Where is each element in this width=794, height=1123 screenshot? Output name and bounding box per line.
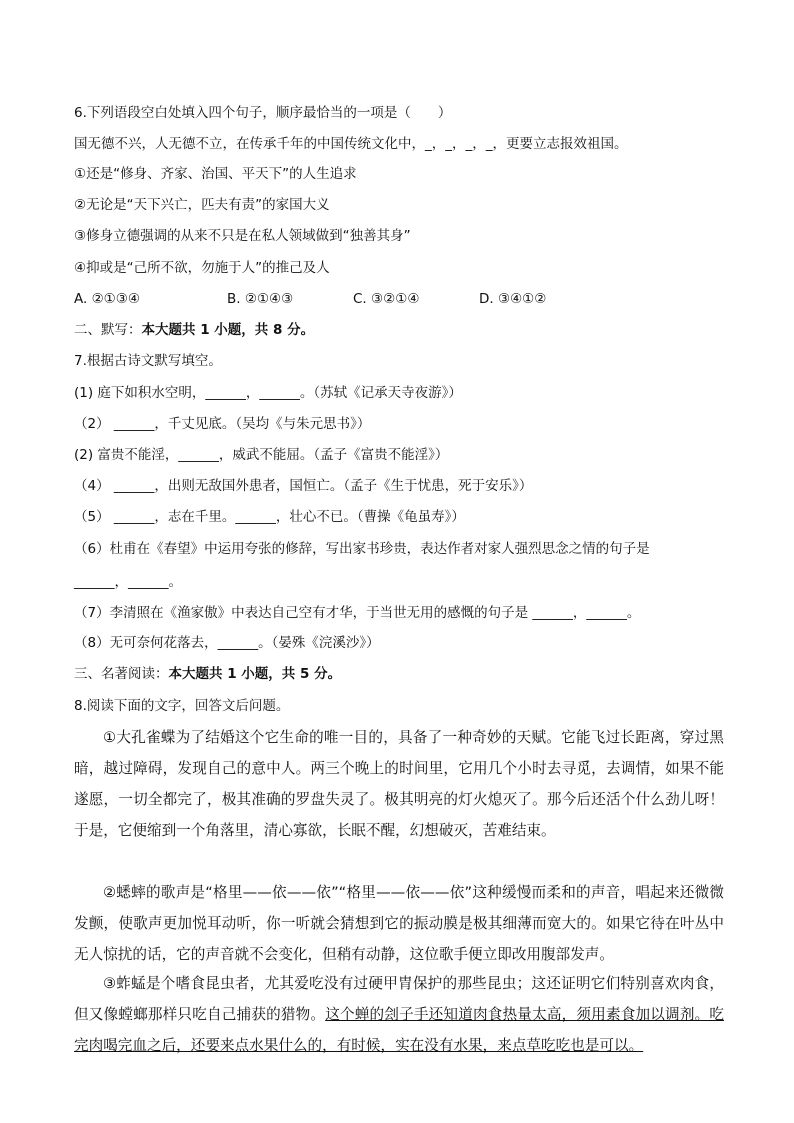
section-3-heading-rest: 本大题共 1 小题，共 5 分。	[168, 666, 342, 682]
fill-line-2: （2） ______，千丈见底。（吴均《与朱元思书》）	[74, 416, 371, 432]
option-b[interactable]: B. ②①④③	[227, 291, 294, 307]
fill-line-7: （7）李清照在《渔家傲》中表达自己空有才华，于当世无用的感慨的句子是 ______，______。	[74, 605, 641, 621]
sentence-4: ④抑或是“己所不欲，勿施于人”的推己及人	[74, 260, 330, 276]
section-2-heading	[74, 321, 734, 339]
question-6-stem: 6.下列语段空白处填入四个句子，顺序最恰当的一项是（ ）	[74, 105, 452, 121]
section-2-heading-rest: 本大题共 1 小题，共 8 分。	[141, 322, 315, 338]
option-a[interactable]: A. ②①③④	[74, 291, 140, 307]
section-3-heading-prefix: 三、名著阅读：	[74, 666, 169, 682]
sentence-3: ③修身立德强调的从来不只是在私人领域做到“独善其身”	[74, 228, 411, 244]
fill-line-6: （6）杜甫在《春望》中运用夸张的修辞，写出家书珍贵，表达作者对家人强烈思念之情的句子是	[74, 541, 650, 557]
question-6-passage: 国无德不兴，人无德不立，在传承千年的中国传统文化中，_，_，_，_，更要立志报效祖国。	[74, 136, 628, 152]
fill-line-4: （4） ______，出则无敌国外患者，国恒亡。（孟子《生于忧患，死于安乐》）	[74, 478, 533, 494]
question-7-stem: 7.根据古诗文默写填空。	[74, 353, 222, 369]
fill-line-1: (1) 庭下如积水空明，______，______。（苏轼《记承天寺夜游》）	[74, 385, 462, 401]
paragraph-3-text: ③蚱蜢是个嗜食昆虫者，尤其爱吃没有过硬甲胄保护的那些昆虫；这还证明它们特别喜欢肉食，但又像螳螂那样只吃自己捕获的猎物。	[74, 975, 724, 1023]
section-2-heading-prefix: 二、默写：	[74, 322, 142, 338]
fill-line-8: （8）无可奈何花落去，______。（晏殊《浣溪沙》）	[74, 635, 380, 651]
reading-paragraph-2: ②蟋蟀的歌声是“格里——依——依”“格里——依——依”这种缓慢而柔和的声音，唱起来还微微发颤，使歌声更加悦耳动听，你一听就会猜想到它的振动膜是极其细薄而宽大的。如果它待在叶丛中无人惊扰的话，它的声音就不会变化，但稍有动静，这位歌手便立即改用腹部发声。	[74, 884, 724, 963]
option-c[interactable]: C. ③②①④	[353, 291, 420, 307]
fill-line-6-blanks: ______，______。	[74, 574, 182, 590]
question-8-stem: 8.阅读下面的文字，回答文后问题。	[74, 698, 290, 714]
reading-paragraph-3	[74, 968, 724, 1061]
sentence-2: ②无论是“天下兴亡，匹夫有责”的家国大义	[74, 197, 330, 213]
fill-line-3: (2) 富贵不能淫，______，威武不能屈。（孟子《富贵不能淫》）	[74, 447, 449, 463]
section-3-heading	[74, 665, 734, 683]
sentence-1: ①还是“修身、齐家、治国、平天下”的人生追求	[74, 166, 357, 182]
option-d[interactable]: D. ③④①②	[479, 291, 547, 307]
reading-paragraph-1: ①大孔雀蝶为了结婚这个它生命的唯一目的，具备了一种奇妙的天赋。它能飞过长距离，穿过黑暗，越过障碍，发现自己的意中人。两三个晚上的时间里，它用几个小时去寻觅，去调情，如果不能遂愿，一切全都完了，极其准确的罗盘失灵了。极其明亮的灯火熄灭了。那今后还活个什么劲儿呀！于是，它便缩到一个角落里，清心寡欲，长眠不醒，幻想破灭，苦难结束。	[74, 729, 724, 839]
paragraph-3-underlined-text: 这个蝉的刽子手还知道肉食热量太高，须用素食加以调剂。吃完肉喝完血之后，还要来点水果什么的，有时候，实在没有水果，来点草吃吃也是可以。	[74, 1006, 724, 1054]
fill-line-5: （5） ______，志在千里。______，壮心不已。（曹操《龟虽寿》）	[74, 509, 465, 525]
